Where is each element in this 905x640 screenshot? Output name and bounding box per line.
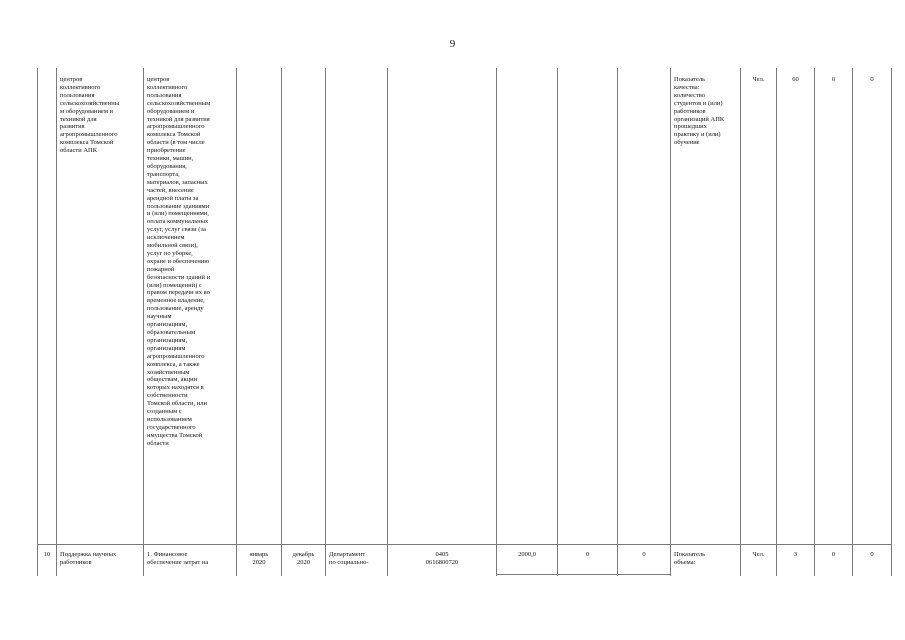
column-divider <box>776 68 777 576</box>
cell-end-date: декабрь 2020 <box>292 551 315 566</box>
cell-value-3: 0 <box>870 551 874 558</box>
cell-value-3-continued: 0 <box>870 76 874 83</box>
table-border-left <box>37 68 38 576</box>
column-divider <box>143 68 144 576</box>
column-divider <box>325 68 326 576</box>
cell-name: Поддержка научных работников <box>60 551 117 566</box>
column-divider <box>496 68 497 576</box>
column-divider <box>740 68 741 576</box>
column-divider <box>56 68 57 576</box>
cell-value-2: 0 <box>831 551 836 558</box>
page-number: 9 <box>449 38 456 50</box>
column-divider <box>281 68 282 576</box>
cell-activity: 1. Финансовое обеспечение затрат на <box>147 551 209 566</box>
column-divider <box>814 68 815 576</box>
cell-unit-continued: Чел. <box>752 76 765 83</box>
cell-row-number: 10 <box>43 551 51 558</box>
cell-activity-continued: центров коллективного пользования сельскохозяйственным оборудованием и техникой для развития агропромышленного комплекса Томской области (в том числе приобретение техники, машин, оборудования, транспорта, материалов, запасных частей, внесение арендной платы за пользование зданиями и (или) помещениями, оплата коммунальных услуг, услуг связи (за исключением мобильной связи), услуг по уборке, охране и обеспечению пожарной безопасности зданий и (или) помещений) с правом передачи их во временное владение, пользование, аренду научным организациям, образовательным организациям, организациям агропромышленного комплекса, а также хозяйственным обществам, акции которых находятся в собственности Томской области, или созданным с использованием государственного имущества Томской области <box>147 76 211 447</box>
cell-col-a: 0 <box>585 551 590 558</box>
cell-value-1: 3 <box>793 551 798 558</box>
row-divider <box>496 574 670 575</box>
column-divider <box>670 68 671 576</box>
row-divider <box>37 544 892 545</box>
column-divider <box>852 68 853 576</box>
column-divider <box>236 68 237 576</box>
column-divider <box>557 68 558 576</box>
column-divider <box>387 68 388 576</box>
cell-start-date: январь 2020 <box>249 551 269 566</box>
table-border-right <box>891 68 892 576</box>
cell-budget-code: 0405 0616800720 <box>425 551 459 566</box>
cell-value-2-continued: 0 <box>831 76 836 83</box>
cell-indicator: Показатель объема: <box>674 551 706 566</box>
cell-name-continued: центров коллективного пользования сельскохозяйственны м оборудованием и техникой для развития агропромышленного комплекса Томской области АПК <box>60 76 120 155</box>
cell-executor: Департамент по социально- <box>329 551 369 566</box>
column-divider <box>617 68 618 576</box>
cell-indicator-continued: Показатель качества: количество студентов и (или) работников организаций АПК прошедших практику и (или) обучение <box>674 76 725 147</box>
cell-col-b: 0 <box>642 551 646 558</box>
cell-unit: Чел. <box>752 551 765 558</box>
cell-amount: 2000,0 <box>518 551 536 558</box>
cell-value-1-continued: 60 <box>792 76 799 83</box>
